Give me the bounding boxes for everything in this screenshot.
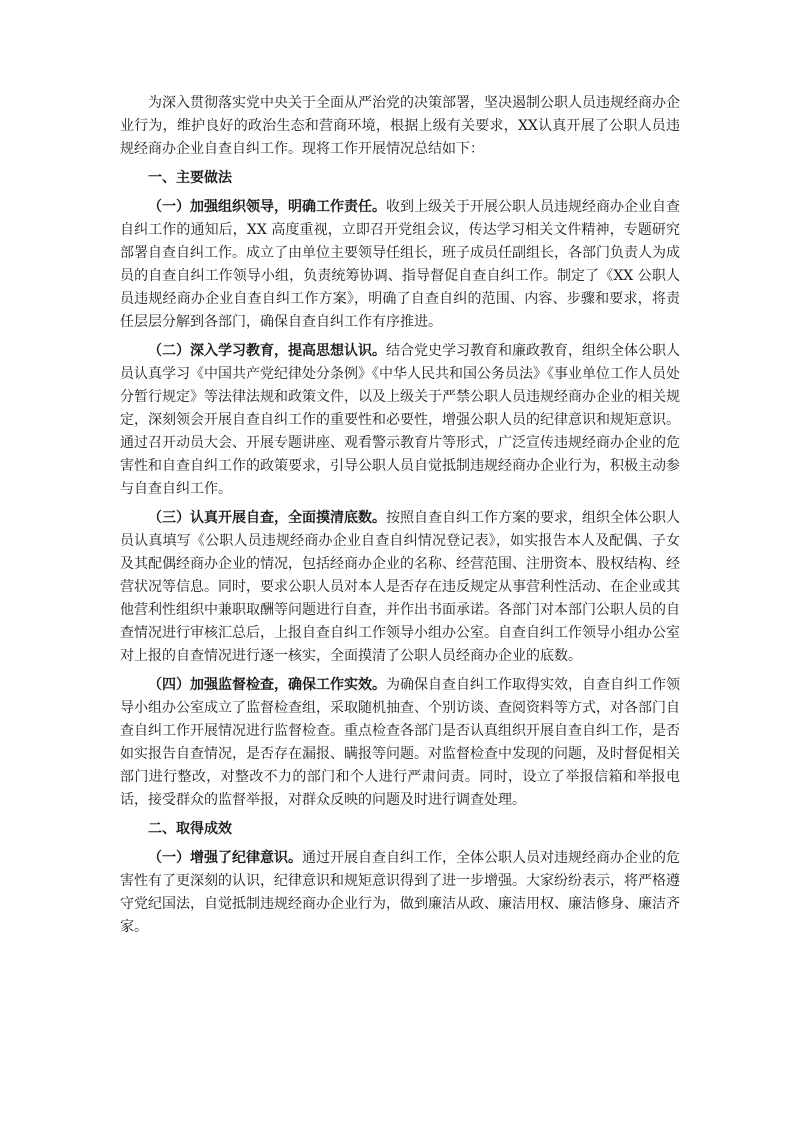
paragraph-1-3 (120, 507, 680, 668)
paragraph-1-4 (120, 674, 680, 812)
document-body (120, 92, 680, 945)
paragraph-text: 通过开展自查自纠工作，全体公职人员对违规经商办企业的危害性有了更深刻的认识，纪律意识和规矩意识得到了进一步增强。大家纷纷表示，将严格遵守党纪国法，自觉抵制违规经商办企业行为，做到廉洁从政、廉洁用权、廉洁修身、廉洁齐家。 (120, 850, 680, 935)
paragraph-lead: （一）增强了纪律意识。 (148, 850, 302, 866)
paragraph-lead: （一）加强组织领导，明确工作责任。 (148, 199, 386, 215)
paragraph-lead: （二）深入学习教育，提高思想认识。 (148, 343, 386, 359)
intro-paragraph: 为深入贯彻落实党中央关于全面从严治党的决策部署，坚决遏制公职人员违规经商办企业行为，维护良好的政治生态和营商环境，根据上级有关要求，XX认真开展了公职人员违规经商办企业自查自纠工作。现将工作开展情况总结如下： (120, 95, 680, 157)
paragraph-2-1 (120, 847, 680, 939)
section-heading-results: 二、取得成效 (148, 821, 232, 837)
paragraph-text: 收到上级关于开展公职人员违规经商办企业自查自纠工作的通知后，XX 高度重视，立即召开党组会议，传达学习相关文件精神，专题研究部署自查自纠工作。成立了由单位主要领导任组长，班子成员任副组长，各部门负责人为成员的自查自纠工作领导小组，负责统筹协调、指导督促自查自纠工作。制定了《XX 公职人员违规经商办企业自查自纠工作方案》，明确了自查自纠的范围、内容、步骤和要求，将责任层层分解到各部门，确保自查自纠工作有序推进。 (120, 199, 680, 330)
paragraph-text: 按照自查自纠工作方案的要求，组织全体公职人员认真填写《公职人员违规经商办企业自查自纠情况登记表》，如实报告本人及配偶、子女及其配偶经商办企业的情况，包括经商办企业的名称、经营范围、注册资本、股权结构、经营状况等信息。同时，要求公职人员对本人是否存在违反规定从事营利性活动、在企业或其他营利性组织中兼职取酬等问题进行自查，并作出书面承诺。各部门对本部门公职人员的自查情况进行审核汇总后，上报自查自纠工作领导小组办公室。自查自纠工作领导小组办公室对上报的自查情况进行逐一核实，全面摸清了公职人员经商办企业的底数。 (120, 510, 680, 664)
paragraph-lead: （三）认真开展自查，全面摸清底数。 (148, 510, 386, 526)
paragraph-1-1 (120, 196, 680, 334)
section-heading-main-practices: 一、主要做法 (148, 170, 232, 186)
paragraph-lead: （四）加强监督检查，确保工作实效。 (148, 677, 386, 693)
paragraph-1-2 (120, 340, 680, 501)
paragraph-text: 结合党史学习教育和廉政教育，组织全体公职人员认真学习《中国共产党纪律处分条例》《中华人民共和国公务员法》《事业单位工作人员处分暂行规定》等法律法规和政策文件，以及上级关于严禁公职人员违规经商办企业的相关规定，深刻领会开展自查自纠工作的重要性和必要性，增强公职人员的纪律意识和规矩意识。通过召开动员大会、开展专题讲座、观看警示教育片等形式，广泛宣传违规经商办企业的危害性和自查自纠工作的政策要求，引导公职人员自觉抵制违规经商办企业行为，积极主动参与自查自纠工作。 (120, 343, 680, 497)
paragraph-text: 为确保自查自纠工作取得实效，自查自纠工作领导小组办公室成立了监督检查组，采取随机抽查、个别访谈、查阅资料等方式，对各部门自查自纠工作开展情况进行监督检查。重点检查各部门是否认真组织开展自查自纠工作，是否如实报告自查情况，是否存在漏报、瞒报等问题。对监督检查中发现的问题，及时督促相关部门进行整改，对整改不力的部门和个人进行严肃问责。同时，设立了举报信箱和举报电话，接受群众的监督举报，对群众反映的问题及时进行调查处理。 (120, 677, 680, 808)
